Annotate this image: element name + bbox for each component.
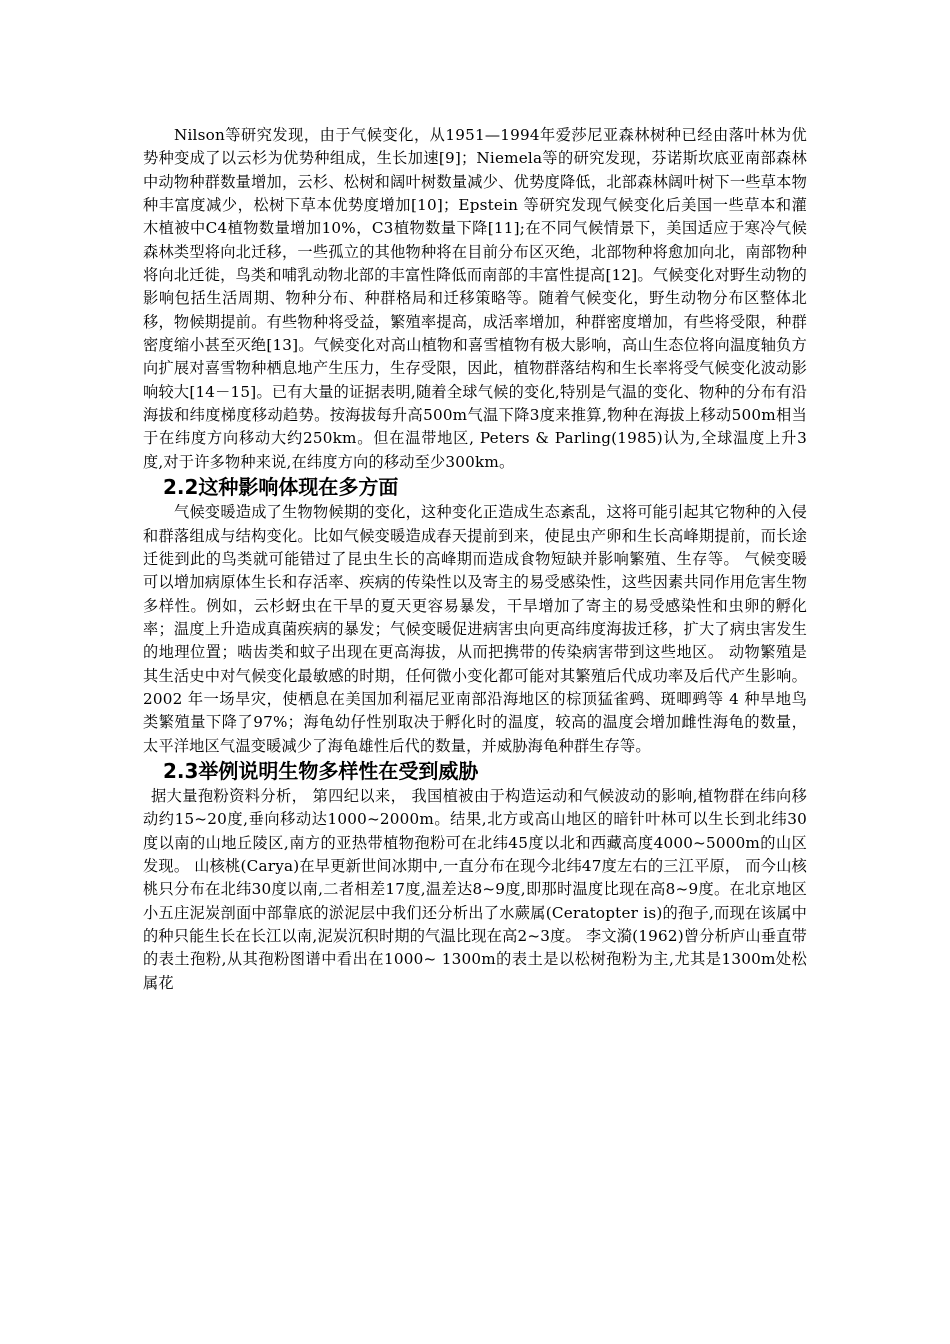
section-heading-2-2: 2.2这种影响体现在多方面 (163, 475, 399, 500)
paragraph-climate-impact-studies: Nilson等研究发现，由于气候变化，从1951—1994年爱莎尼亚森林树种已经由落叶林为优势种变成了以云杉为优势种组成，生长加速[9]；Niemela等的研究发现，芬诺斯坎底亚南部森林中动物种群数量增加，云杉、松树和阔叶树数量减少、优势度降低，北部森林阔叶树下一些草本物种丰富度减少，松树下草本优势度增加[10]；Epstein 等研究发现气候变化后美国一些草本和灌木植被中C4植物数量增加10%，C3植物数量下降[11];在不同气候情景下，美国适应于寒冷气候森林类型将向北迁移，一些孤立的其他物种将在目前分布区灭绝，北部物种将愈加向北，南部物种将向北迁徙，鸟类和哺乳动物北部的丰富性降低而南部的丰富性提高[12]。气候变化对野生动物的影响包括生活周期、物种分布、种群格局和迁移策略等。随着气候变化，野生动物分布区整体北移，物候期提前。有些物种将受益，繁殖率提高，成活率增加，种群密度增加，有些将受限，种群密度缩小甚至灭绝[13]。气候变化对高山植物和喜雪植物有极大影响，高山生态位将向温度轴负方向扩展对喜雪物种栖息地产生压力，生存受限，因此，植物群落结构和生长率将受气候变化波动影响较大[14－15]。已有大量的证据表明,随着全球气候的变化,特别是气温的变化、物种的分布有沿海拔和纬度梯度移动趋势。按海拔每升高500m气温下降3度来推算,物种在海拔上移动500m相当于在纬度方向移动大约250km。但在温带地区, Peters & Parling(1985)认为,全球温度上升3度,对于许多物种来说,在纬度方向的移动至少300km。 (143, 126, 807, 471)
paragraph-pollen-analysis: 据大量孢粉资料分析， 第四纪以来， 我国植被由于构造运动和气候波动的影响,植物群在纬向移动约15~20度,垂向移动达1000~2000m。结果,北方或高山地区的暗针叶林可以生长到北纬30度以南的山地丘陵区,南方的亚热带植物孢粉可在北纬45度以北和西藏高度4000~5000m的山区发现。 山核桃(Carya)在早更新世间冰期中,一直分布在现今北纬47度左右的三江平原， 而今山核桃只分布在北纬30度以南,二者相差17度,温差达8~9度,即那时温度比现在高8~9度。在北京地区小五庄泥炭剖面中部靠底的淤泥层中我们还分析出了水蕨属(Ceratopter is)的孢子,而现在该属中的种只能生长在长江以南,泥炭沉积时期的气温比现在高2~3度。 李文漪(1962)曾分析庐山垂直带的表土孢粉,从其孢粉图谱中看出在1000~ 1300m的表土是以松树孢粉为主,尤其是1300m处松属花 (143, 786, 807, 992)
section-heading-2-3: 2.3举例说明生物多样性在受到威胁 (163, 758, 479, 783)
document-page (143, 124, 807, 995)
paragraph-phenology-effects: 气候变暖造成了生物物候期的变化，这种变化正造成生态紊乱，这将可能引起其它物种的入侵和群落组成与结构变化。比如气候变暖造成春天提前到来，使昆虫产卵和生长高峰期提前，而长途迁徙到此的鸟类就可能错过了昆虫生长的高峰期而造成食物短缺并影响繁殖、生存等。 气候变暖可以增加病原体生长和存活率、疾病的传染性以及寄主的易受感染性，这些因素共同作用危害生物多样性。例如，云杉蚜虫在干旱的夏天更容易暴发，干旱增加了寄主的易受感染性和虫卵的孵化率；温度上升造成真菌疾病的暴发；气候变暖促进病害虫向更高纬度海拔迁移，扩大了病虫害发生的地理位置；啮齿类和蚊子出现在更高海拔，从而把携带的传染病害带到这些地区。 动物繁殖是其生活史中对气候变化最敏感的时期，任何微小变化都可能对其繁殖后代成功率及后代产生影响。2002 年一场旱灾，使栖息在美国加利福尼亚南部沿海地区的棕顶猛雀鹀、斑唧鹀等 4 种旱地鸟类繁殖量下降了97%；海龟幼仔性别取决于孵化时的温度，较高的温度会增加雌性海龟的数量，太平洋地区气温变暖减少了海龟雄性后代的数量，并威胁海龟种群生存等。 (143, 503, 807, 755)
